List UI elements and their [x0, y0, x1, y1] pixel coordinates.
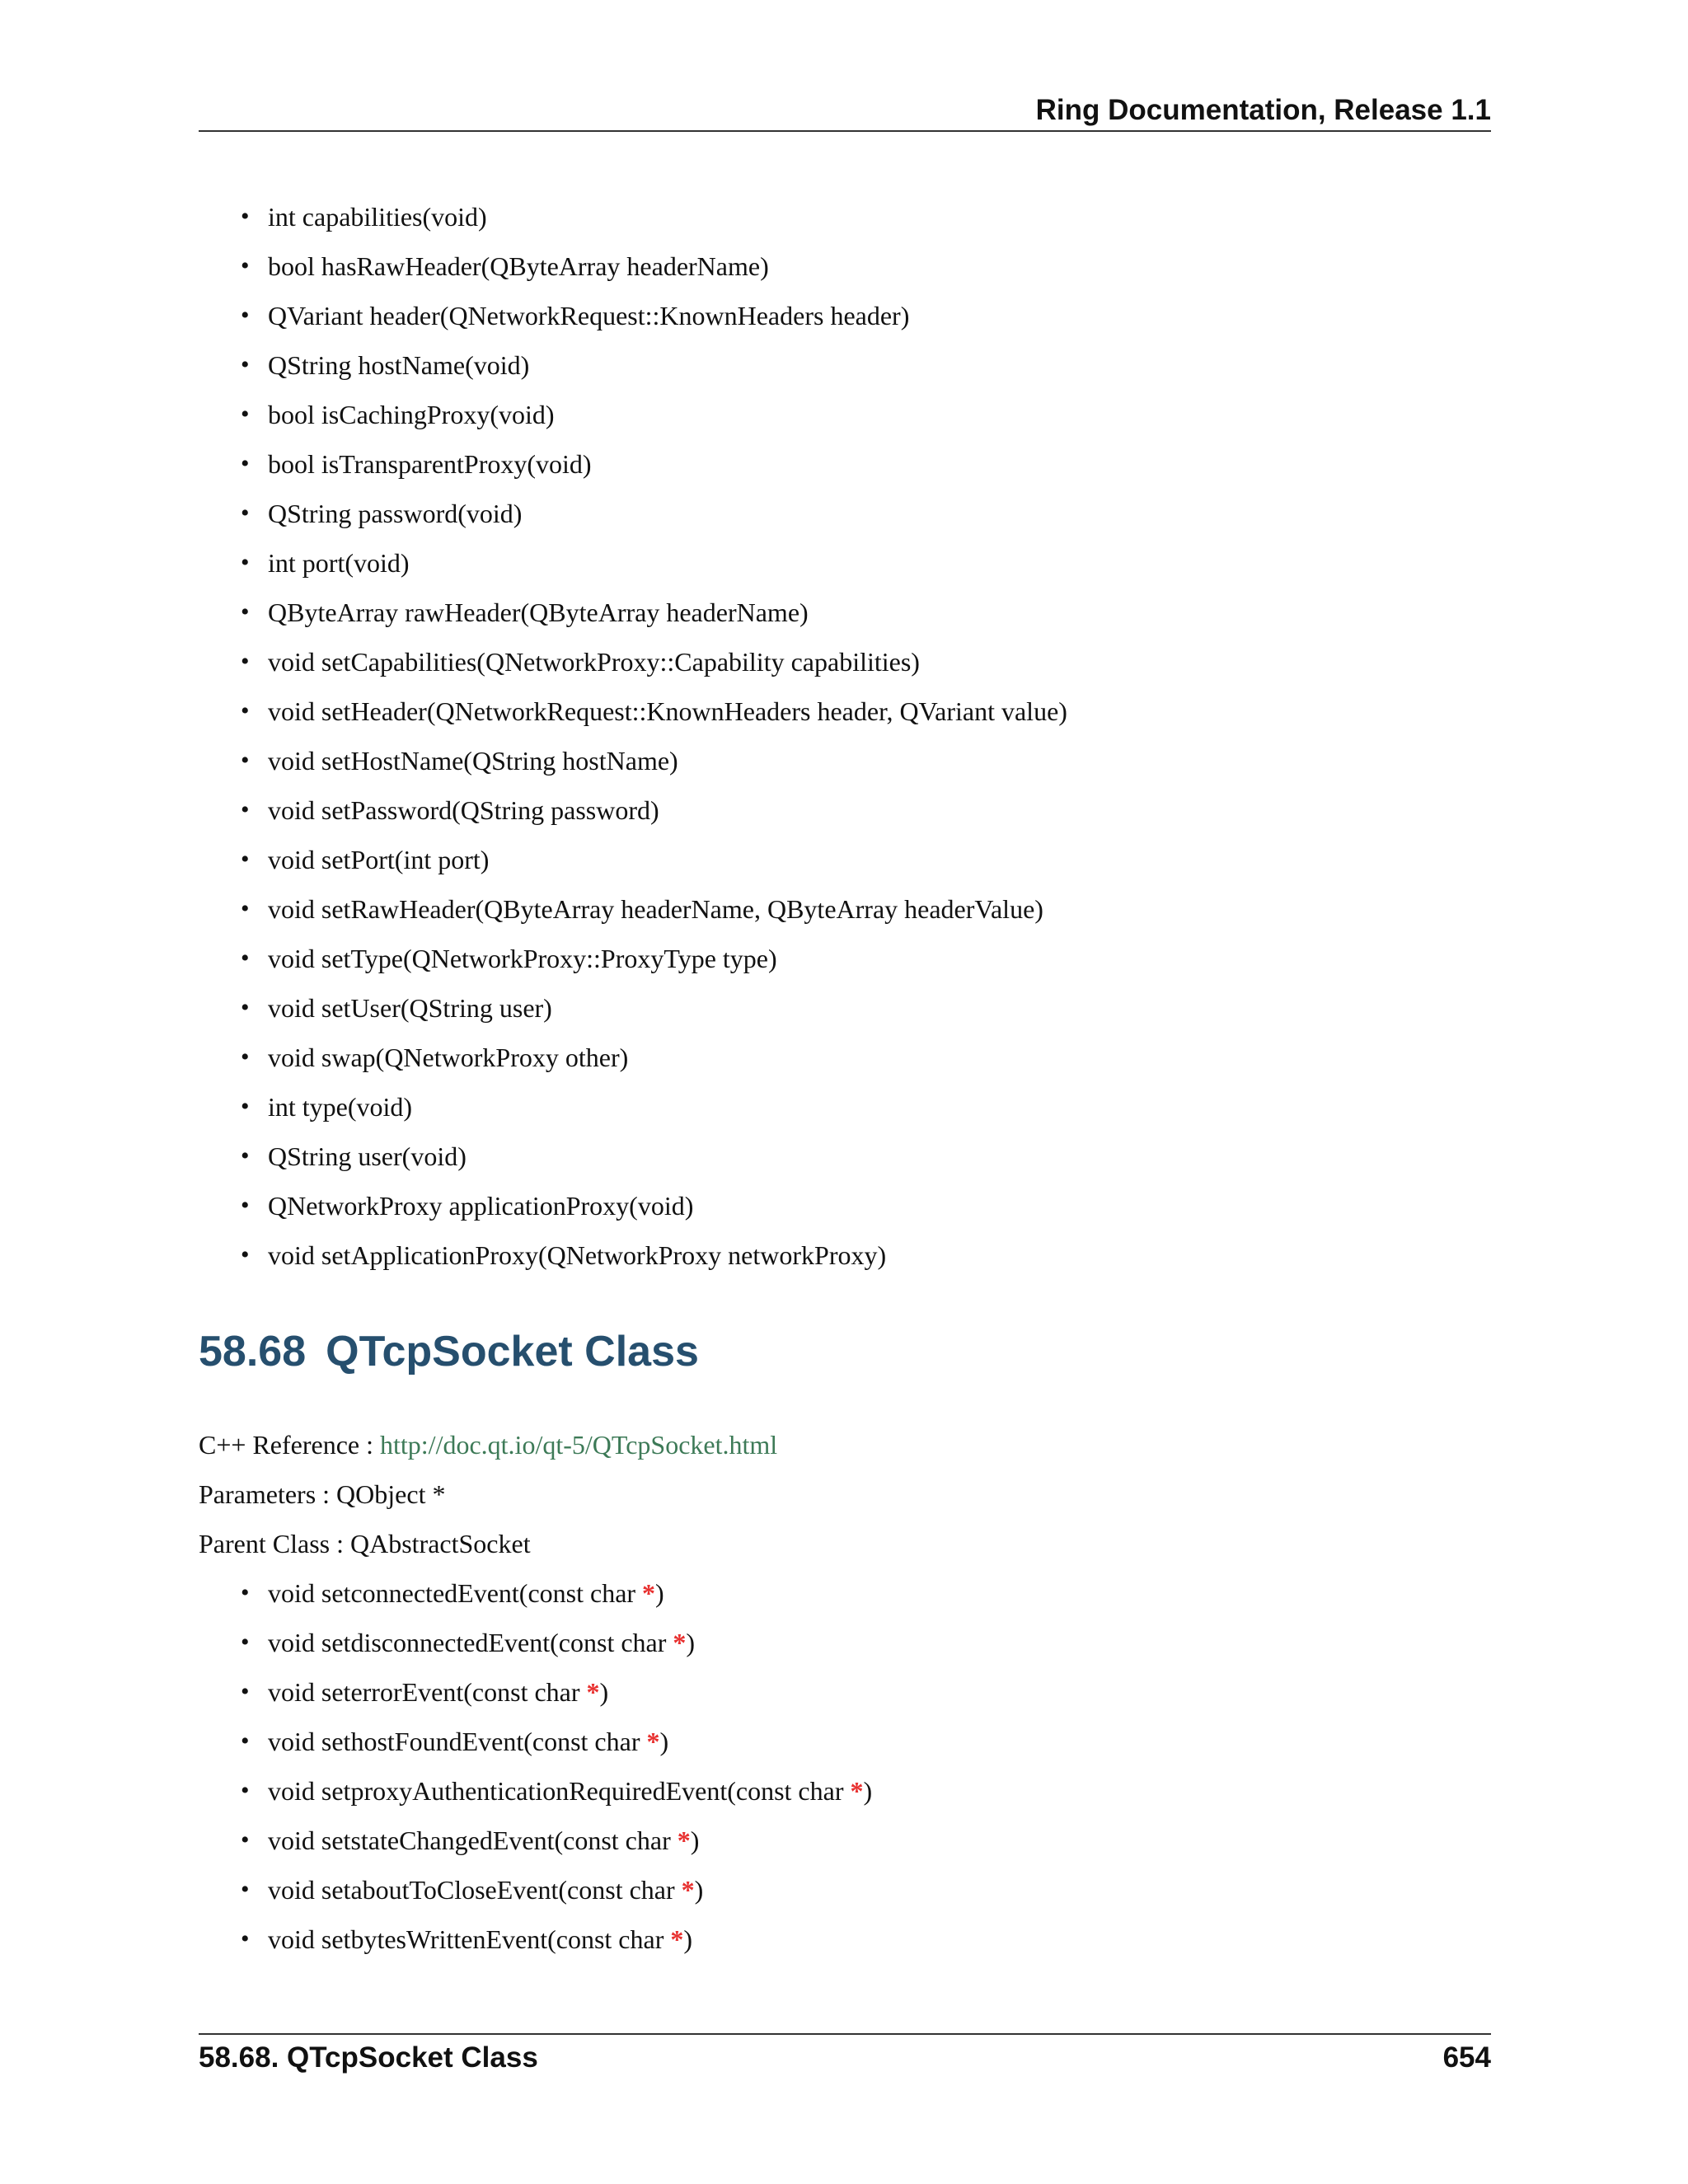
method-close-paren: ) [683, 1924, 692, 1954]
proxy-method-list [241, 192, 1067, 1280]
list-item: • QVariant header(QNetworkRequest::KnownHeaders header) [241, 291, 1067, 340]
list-item: • void setHeader(QNetworkRequest::KnownHeaders header, QVariant value) [241, 687, 1067, 736]
list-item [241, 1816, 872, 1865]
method-signature: void setconnectedEvent(const char [268, 1578, 643, 1608]
section-heading [199, 1327, 699, 1376]
pointer-star: * [586, 1677, 600, 1707]
method-close-paren: ) [686, 1628, 696, 1657]
method-close-paren: ) [599, 1677, 609, 1707]
document-title: Ring Documentation, Release 1.1 [1035, 94, 1491, 126]
page-number: 654 [1442, 2041, 1491, 2074]
list-item [241, 1568, 872, 1618]
method-signature: void setdisconnectedEvent(const char [268, 1628, 673, 1657]
page-footer [199, 2033, 1491, 2084]
page-header [199, 91, 1491, 132]
method-close-paren: ) [690, 1825, 700, 1855]
list-item: • bool isCachingProxy(void) [241, 390, 1067, 439]
list-item: • void setType(QNetworkProxy::ProxyType type) [241, 934, 1067, 983]
cpp-reference-line [199, 1424, 777, 1465]
list-item: • QString password(void) [241, 489, 1067, 538]
method-close-paren: ) [694, 1875, 704, 1905]
method-close-paren: ) [863, 1776, 873, 1806]
cpp-reference-link[interactable]: http://doc.qt.io/qt-5/QTcpSocket.html [380, 1430, 778, 1460]
list-item: • void setApplicationProxy(QNetworkProxy networkProxy) [241, 1230, 1067, 1280]
list-item: • int capabilities(void) [241, 192, 1067, 241]
pointer-star: * [673, 1628, 687, 1657]
method-close-paren: ) [655, 1578, 664, 1608]
list-item [241, 1915, 872, 1964]
list-item: • void setCapabilities(QNetworkProxy::Capability capabilities) [241, 637, 1067, 687]
method-close-paren: ) [659, 1727, 669, 1756]
method-signature: void setaboutToCloseEvent(const char [268, 1875, 682, 1905]
list-item [241, 1667, 872, 1717]
list-item [241, 1618, 872, 1667]
list-item: • int port(void) [241, 538, 1067, 588]
list-item: • void setRawHeader(QByteArray headerName, QByteArray headerValue) [241, 884, 1067, 934]
list-item: • QNetworkProxy applicationProxy(void) [241, 1181, 1067, 1230]
parameters-line: Parameters : QObject * [199, 1479, 446, 1509]
method-signature: void setproxyAuthenticationRequiredEvent(const char [268, 1776, 851, 1806]
method-signature: void sethostFoundEvent(const char [268, 1727, 647, 1756]
list-item: • bool isTransparentProxy(void) [241, 439, 1067, 489]
list-item: • QString user(void) [241, 1132, 1067, 1181]
tcp-method-list [241, 1568, 872, 1964]
pointer-star: * [670, 1924, 684, 1954]
pointer-star: * [681, 1875, 695, 1905]
section-number: 58.68 [199, 1328, 307, 1376]
list-item: • QString hostName(void) [241, 340, 1067, 390]
list-item: • void setHostName(QString hostName) [241, 736, 1067, 785]
list-item: • void setPassword(QString password) [241, 785, 1067, 835]
list-item: • bool hasRawHeader(QByteArray headerName) [241, 241, 1067, 291]
pointer-star: * [646, 1727, 660, 1756]
pointer-star: * [850, 1776, 864, 1806]
parent-class-line: Parent Class : QAbstractSocket [199, 1529, 531, 1558]
pointer-star: * [677, 1825, 691, 1855]
section-title: QTcpSocket Class [326, 1328, 699, 1376]
pointer-star: * [642, 1578, 656, 1608]
list-item [241, 1766, 872, 1816]
list-item: • void setUser(QString user) [241, 983, 1067, 1033]
list-item: • void swap(QNetworkProxy other) [241, 1033, 1067, 1082]
list-item: • QByteArray rawHeader(QByteArray headerName) [241, 588, 1067, 637]
list-item [241, 1865, 872, 1915]
method-signature: void setbytesWrittenEvent(const char [268, 1924, 671, 1954]
cpp-reference-label: C++ Reference : [199, 1430, 380, 1460]
list-item: • int type(void) [241, 1082, 1067, 1132]
method-signature: void setstateChangedEvent(const char [268, 1825, 678, 1855]
list-item [241, 1717, 872, 1766]
method-signature: void seterrorEvent(const char [268, 1677, 587, 1707]
footer-section-title: 58.68. QTcpSocket Class [199, 2041, 538, 2074]
list-item: • void setPort(int port) [241, 835, 1067, 884]
